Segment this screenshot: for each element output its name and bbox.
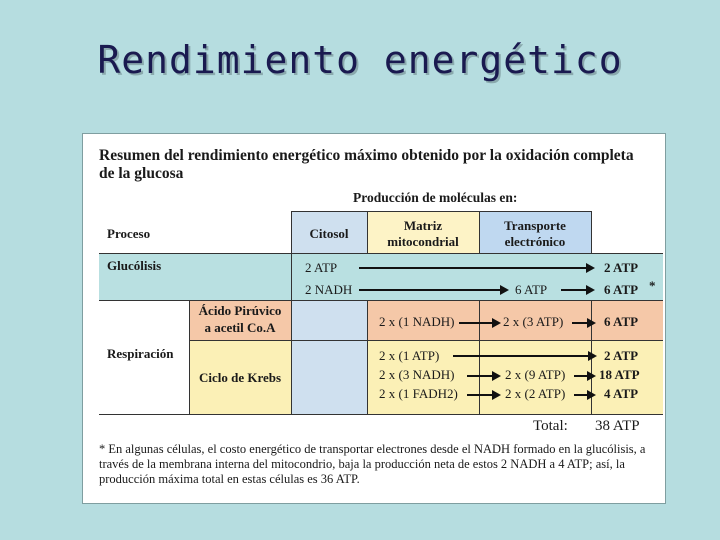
glycolysis-atp-arrow <box>359 267 593 269</box>
pyruvate-result: 6 ATP <box>604 314 639 329</box>
matrix-header-line2: mitocondrial <box>387 234 459 249</box>
pyruvate-arrow-1 <box>459 322 499 324</box>
krebs-label: Ciclo de Krebs <box>198 370 282 385</box>
krebs-transport-nadh: 2 x (9 ATP) <box>505 367 566 382</box>
krebs-fadh2-arrow <box>467 394 499 396</box>
pyruvate-label-line1: Ácido Pirúvico <box>198 303 282 318</box>
glycolysis-nadh-arrow <box>359 289 507 291</box>
krebs-nadh-arrow-2 <box>574 375 594 377</box>
glycolysis-result-atp: 2 ATP <box>604 260 639 275</box>
krebs-matrix-atp: 2 x (1 ATP) <box>379 348 440 363</box>
glycolysis-asterisk: * <box>649 278 656 293</box>
cytosol-column <box>291 300 367 414</box>
transport-header-line2: electrónico <box>504 234 566 249</box>
cytosol-header-label: Citosol <box>309 226 349 241</box>
glycolysis-transport: 6 ATP <box>515 282 548 297</box>
krebs-matrix-fadh2: 2 x (1 FADH2) <box>379 386 458 401</box>
glycolysis-row <box>99 253 663 300</box>
glycolysis-cytosol-nadh: 2 NADH <box>305 282 353 297</box>
slide-title: Rendimiento energético <box>97 38 623 82</box>
pyruvate-transport: 2 x (3 ATP) <box>503 314 564 329</box>
footnote: * En algunas células, el costo energético de transportar electrones desde el NADH formado en la glucólisis, a través de la membrana interna del mitocondrio, baja la producción neta de estos 2 NADH a 4 ATP; así, la producción máxima total en estas células es 36 ATP. <box>99 442 646 486</box>
matrix-header-line1: Matriz <box>403 218 443 233</box>
glycolysis-result-total: 6 ATP <box>604 282 639 297</box>
krebs-nadh-arrow <box>467 375 499 377</box>
glycolysis-label: Glucólisis <box>107 258 162 273</box>
krebs-result-fadh2: 4 ATP <box>604 386 639 401</box>
energy-yield-table-card <box>82 133 666 504</box>
krebs-fadh2-arrow-2 <box>574 394 594 396</box>
krebs-transport-fadh2: 2 x (2 ATP) <box>505 386 566 401</box>
total-label: Total: <box>533 418 568 434</box>
pyruvate-label-line2: a acetil Co.A <box>204 320 276 335</box>
glycolysis-cytosol-atp: 2 ATP <box>305 260 338 275</box>
respiration-label: Respiración <box>107 346 174 361</box>
krebs-result-nadh: 18 ATP <box>599 367 640 382</box>
krebs-result-atp: 2 ATP <box>604 348 639 363</box>
production-label: Producción de moléculas en: <box>353 190 518 205</box>
process-header: Proceso <box>107 226 151 241</box>
transport-header-line1: Transporte <box>504 218 566 233</box>
krebs-atp-arrow <box>453 355 595 357</box>
total-value: 38 ATP <box>595 418 640 434</box>
glycolysis-transport-arrow <box>561 289 593 291</box>
pyruvate-matrix: 2 x (1 NADH) <box>379 314 455 329</box>
table-heading: Resumen del rendimiento energético máximo obtenido por la oxidación completa de la glucosa <box>99 147 634 182</box>
pyruvate-arrow-2 <box>572 322 594 324</box>
krebs-matrix-nadh: 2 x (3 NADH) <box>379 367 455 382</box>
